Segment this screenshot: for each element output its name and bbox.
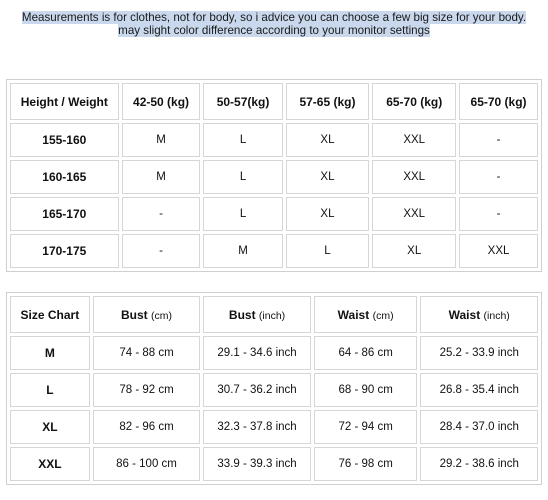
measure-cell: 29.2 - 38.6 inch [420, 447, 538, 481]
header-cell [420, 296, 538, 333]
measure-cell: 30.7 - 36.2 inch [203, 373, 311, 407]
table-row [10, 447, 538, 481]
size-cell: - [122, 197, 201, 231]
header-label: Bust [121, 307, 148, 322]
header-cell: 65-70 (kg) [372, 83, 456, 120]
size-label-cell: XXL [10, 447, 90, 481]
size-label-cell: M [10, 336, 90, 370]
table-row [10, 160, 538, 194]
size-cell: - [459, 160, 538, 194]
measure-cell: 68 - 90 cm [314, 373, 418, 407]
size-measurement-table [6, 292, 542, 485]
height-cell: 160-165 [10, 160, 119, 194]
size-cell: M [122, 123, 201, 157]
size-cell: L [203, 160, 282, 194]
header-label: Bust [228, 307, 256, 322]
header-cell: 42-50 (kg) [122, 83, 201, 120]
header-cell [314, 296, 418, 333]
header-unit: (inch) [483, 309, 510, 322]
table-row [10, 234, 538, 268]
size-cell: XL [286, 197, 370, 231]
measure-cell: 78 - 92 cm [93, 373, 201, 407]
size-cell: XXL [459, 234, 538, 268]
measure-cell: 64 - 86 cm [314, 336, 418, 370]
size-cell: L [203, 123, 282, 157]
measure-cell: 82 - 96 cm [93, 410, 201, 444]
size-notice [0, 11, 548, 37]
header-label: Waist [448, 307, 481, 322]
table-header-row [10, 83, 538, 120]
measure-cell: 72 - 94 cm [314, 410, 418, 444]
size-cell: M [203, 234, 282, 268]
height-cell: 155-160 [10, 123, 119, 157]
table-row [10, 373, 538, 407]
size-cell: - [459, 197, 538, 231]
header-label: Waist [337, 307, 370, 322]
height-cell: 170-175 [10, 234, 119, 268]
header-unit: (inch) [258, 309, 286, 322]
header-cell: Height / Weight [10, 83, 119, 120]
measure-cell: 28.4 - 37.0 inch [420, 410, 538, 444]
height-cell: 165-170 [10, 197, 119, 231]
size-cell: - [459, 123, 538, 157]
notice-line-1: Measurements is for clothes, not for body, so i advice you can choose a few big size for your body. [21, 11, 527, 24]
header-cell: 57-65 (kg) [286, 83, 370, 120]
height-weight-size-table [6, 79, 542, 272]
size-cell: M [122, 160, 201, 194]
size-cell: XL [286, 123, 370, 157]
size-cell: XXL [372, 197, 456, 231]
header-cell: 50-57(kg) [203, 83, 282, 120]
measure-cell: 86 - 100 cm [93, 447, 201, 481]
size-label-cell: XL [10, 410, 90, 444]
header-cell [93, 296, 201, 333]
size-cell: XXL [372, 160, 456, 194]
size-cell: XL [286, 160, 370, 194]
size-cell: L [203, 197, 282, 231]
table-row [10, 197, 538, 231]
measure-cell: 25.2 - 33.9 inch [420, 336, 538, 370]
header-unit: (cm) [151, 309, 173, 322]
measure-cell: 26.8 - 35.4 inch [420, 373, 538, 407]
size-label-cell: L [10, 373, 90, 407]
size-cell: XXL [372, 123, 456, 157]
table-header-row [10, 296, 538, 333]
measure-cell: 76 - 98 cm [314, 447, 418, 481]
measure-cell: 74 - 88 cm [93, 336, 201, 370]
measure-cell: 33.9 - 39.3 inch [203, 447, 311, 481]
size-cell: L [286, 234, 370, 268]
header-cell [203, 296, 311, 333]
header-unit: (cm) [372, 309, 394, 322]
measure-cell: 29.1 - 34.6 inch [203, 336, 311, 370]
size-cell: XL [372, 234, 456, 268]
table-row [10, 123, 538, 157]
measure-cell: 32.3 - 37.8 inch [203, 410, 311, 444]
table-row [10, 336, 538, 370]
header-label: Size Chart [20, 307, 80, 322]
notice-line-2: may slight color difference according to your monitor settings [118, 24, 430, 37]
header-cell [10, 296, 90, 333]
header-cell: 65-70 (kg) [459, 83, 538, 120]
table-row [10, 410, 538, 444]
size-cell: - [122, 234, 201, 268]
